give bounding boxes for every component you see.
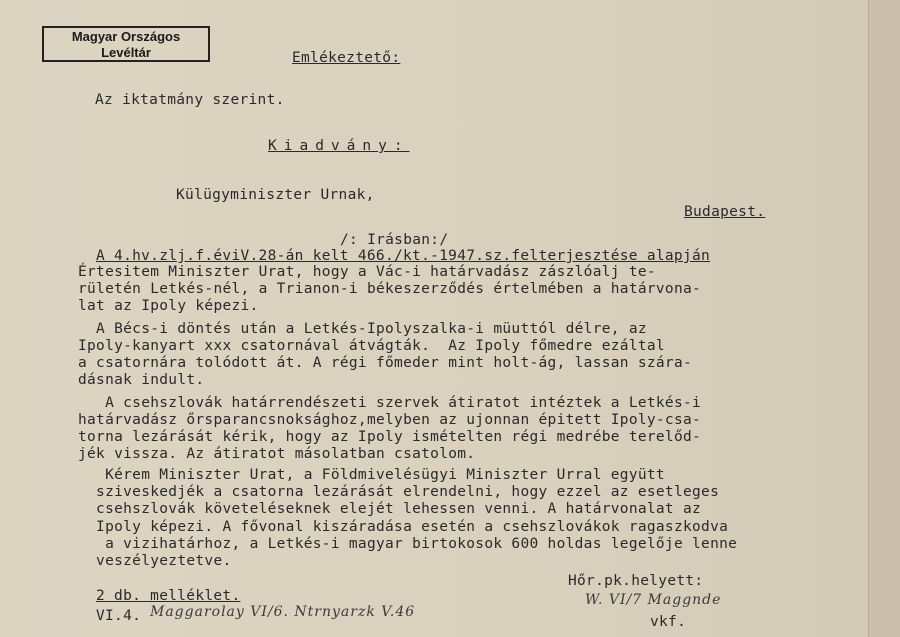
body-line-9: határvadász őrsparancsnoksághoz,melyben az ujonnan épitett Ipoly-csa- bbox=[78, 412, 702, 428]
city: Budapest. bbox=[684, 204, 766, 220]
body-line-15: Ipoly képezi. A fővonal kiszáradása esetén a csehszlovákok ragaszkodva bbox=[78, 519, 729, 535]
body-line-8: A csehszlovák határrendészeti szervek átiratot intéztek a Letkés-i bbox=[78, 395, 702, 411]
document-heading: Emlékeztető: bbox=[292, 50, 401, 66]
body-line-14: csehszlovák követeléseknek elejét lehessen venni. A határvonalat az bbox=[78, 501, 702, 517]
delivery-mode: /: Irásban:/ bbox=[340, 232, 449, 248]
body-line-10: torna lezárását kérik, hogy az Ipoly ismételten régi medrébe terelőd- bbox=[78, 429, 702, 445]
attachment-note: 2 db. melléklet. bbox=[96, 588, 241, 604]
body-line-12: Kérem Miniszter Urat, a Földmivelésügyi Miniszter Urral együtt bbox=[78, 467, 665, 483]
handwritten-signature: W. VI/7 Maggnde bbox=[585, 592, 722, 608]
body-line-3: lat az Ipoly képezi. bbox=[78, 298, 259, 314]
body-line-13: sziveskedjék a csatorna lezárását elrendelni, hogy ezzel az esetleges bbox=[78, 484, 720, 500]
body-line-0: A 4.hv.zlj.f.éviV.28-án kelt 466./kt.-1947.sz.felterjesztése alapján bbox=[96, 248, 711, 264]
signature-abbrev: vkf. bbox=[650, 614, 687, 630]
body-line-2: rületén Letkés-nél, a Trianon-i békeszerződés értelmében a határvona- bbox=[78, 281, 702, 297]
body-line-7: dásnak indult. bbox=[78, 372, 205, 388]
archive-stamp bbox=[42, 26, 210, 62]
stamp-line-1: Magyar Országos bbox=[71, 29, 181, 44]
signature-title: Hőr.pk.helyett: bbox=[568, 573, 704, 589]
body-line-1: Értesitem Miniszter Urat, hogy a Vác-i határvadász zászlóalj te- bbox=[78, 264, 656, 280]
body-line-5: Ipoly-kanyart xxx csatornával átvágták. Az Ipoly főmedre ezáltal bbox=[78, 338, 665, 354]
addressee: Külügyminiszter Urnak, bbox=[176, 187, 375, 203]
kiadvany-heading: Kiadvány: bbox=[268, 138, 410, 154]
body-line-4: A Bécs-i döntés után a Letkés-Ipolyszalka-i müuttól délre, az bbox=[78, 321, 647, 337]
handwritten-note-left: Maggarolay VI/6. Ntrnyarzk V.46 bbox=[150, 604, 416, 620]
document-date: VI.4. bbox=[96, 608, 142, 624]
body-line-17: veszélyeztetve. bbox=[78, 553, 232, 569]
body-line-6: a csatornára tolódott át. A régi főmeder mint holt-ág, lassan szára- bbox=[78, 355, 693, 371]
page-edge bbox=[868, 0, 900, 637]
subject-line: Az iktatmány szerint. bbox=[95, 92, 285, 108]
body-line-11: jék vissza. Az átiratot másolatban csatolom. bbox=[78, 446, 476, 462]
body-line-16: a vizihatárhoz, a Letkés-i magyar birtokosok 600 holdas legelője lenne bbox=[78, 536, 738, 552]
stamp-line-2: Levéltár bbox=[101, 45, 151, 60]
